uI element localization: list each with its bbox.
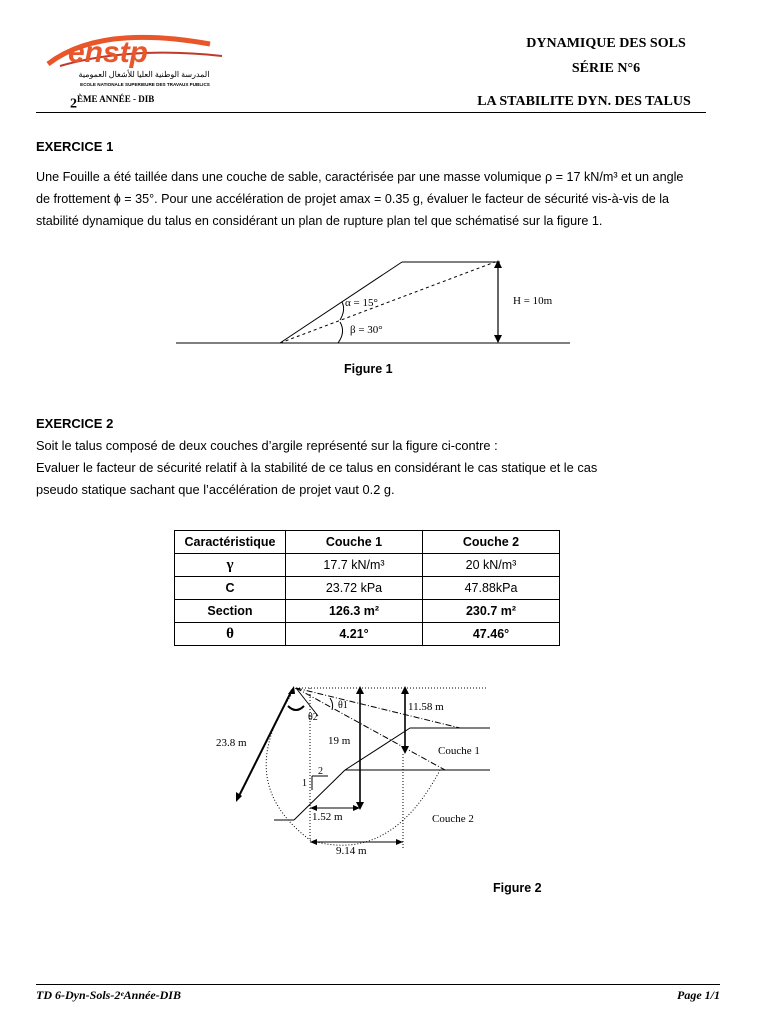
table-cell: 126.3 m² bbox=[286, 600, 423, 623]
label-couche1: Couche 1 bbox=[438, 745, 480, 757]
school-name-arabic: المدرسة الوطنية العليا للأشغال العمومية bbox=[78, 70, 210, 79]
topic-title: LA STABILITE DYN. DES TALUS bbox=[477, 94, 691, 109]
table-cell: γ bbox=[175, 554, 286, 577]
ex1-line-1: Une Fouille a été taillée dans une couche de sable, caractérisée par une masse volumique ρ = 17 kN/m³ et un angle bbox=[36, 170, 684, 184]
label-1158: 11.58 m bbox=[408, 701, 444, 713]
header-rule bbox=[36, 112, 706, 113]
table-cell: 20 kN/m³ bbox=[423, 554, 560, 577]
alpha-label: α = 15° bbox=[345, 297, 378, 309]
beta-arc bbox=[338, 322, 343, 343]
label-theta2: θ2 bbox=[308, 712, 318, 723]
table-header: Couche 2 bbox=[423, 531, 560, 554]
theta1-arc bbox=[330, 698, 333, 710]
series-title: SÉRIE N°6 bbox=[571, 61, 641, 76]
table-cell: Section bbox=[175, 600, 286, 623]
table-cell: 4.21° bbox=[286, 623, 423, 646]
table-row bbox=[175, 577, 560, 600]
figure-2-diagram bbox=[200, 680, 500, 860]
exercise-1-title: EXERCICE 1 bbox=[36, 139, 114, 154]
label-theta1: θ1 bbox=[338, 700, 348, 711]
label-slope-2: 2 bbox=[318, 766, 323, 777]
school-name-french: ECOLE NATIONALE SUPERIEURE DES TRAVAUX PUBLICS bbox=[80, 82, 210, 87]
footer-rule bbox=[36, 984, 720, 985]
footer-page: Page 1/1 bbox=[677, 988, 720, 1002]
table-cell: 230.7 m² bbox=[423, 600, 560, 623]
table-cell: 47.46° bbox=[423, 623, 560, 646]
label-couche2: Couche 2 bbox=[432, 813, 474, 825]
table-cell: 47.88kPa bbox=[423, 577, 560, 600]
figure-2-caption: Figure 2 bbox=[493, 881, 542, 895]
exercise-2-text bbox=[36, 435, 716, 501]
failure-plane bbox=[280, 262, 495, 343]
logo-text: enstp bbox=[68, 36, 149, 69]
slope-line bbox=[280, 262, 402, 343]
figure-1-diagram bbox=[170, 250, 590, 355]
footer-left: TD 6-Dyn-Sols-2ᵉAnnée-DIB bbox=[36, 988, 181, 1002]
figure-1-caption: Figure 1 bbox=[344, 362, 393, 376]
footer bbox=[36, 988, 720, 1003]
alpha-arc bbox=[340, 302, 344, 320]
upper-slope bbox=[345, 728, 410, 770]
table-row bbox=[175, 623, 560, 646]
school-logo bbox=[40, 26, 230, 92]
ex2-line-1: Soit le talus composé de deux couches d’argile représenté sur la figure ci-contre : bbox=[36, 438, 498, 453]
ex2-line-3: pseudo statique sachant que l’accélération de projet vaut 0.2 g. bbox=[36, 482, 395, 497]
label-19: 19 m bbox=[328, 735, 351, 747]
year-label: $2^{ÈME ANNÉE - DIB}$ bbox=[70, 94, 155, 112]
table-cell: θ bbox=[175, 623, 286, 646]
table-header: Couche 1 bbox=[286, 531, 423, 554]
label-152: 1.52 m bbox=[312, 811, 343, 823]
exercise-2-title: EXERCICE 2 bbox=[36, 416, 114, 431]
beta-label: β = 30° bbox=[350, 324, 383, 336]
ex1-line-2: de frottement ϕ = 35°. Pour une accélération de projet amax = 0.35 g, évaluer le facteur de sécurité vis-à-vis de la bbox=[36, 192, 670, 206]
table-cell: 23.72 kPa bbox=[286, 577, 423, 600]
table-header-row bbox=[175, 531, 560, 554]
exercise-1-text bbox=[36, 166, 716, 232]
ex1-line-3: stabilité dynamique du talus en considérant un plan de rupture plan tel que schématisé sur la figure 1. bbox=[36, 214, 603, 228]
course-title: DYNAMIQUE DES SOLS bbox=[526, 36, 686, 51]
label-914: 9.14 m bbox=[336, 845, 367, 857]
ex2-line-2: Evaluer le facteur de sécurité relatif à la stabilité de ce talus en considérant le cas statique et le cas bbox=[36, 460, 598, 475]
table-cell: 17.7 kN/m³ bbox=[286, 554, 423, 577]
table-row bbox=[175, 554, 560, 577]
label-23: 23.8 m bbox=[216, 737, 247, 749]
table-header: Caractéristique bbox=[175, 531, 286, 554]
properties-table bbox=[174, 530, 560, 646]
label-slope-1: 1 bbox=[302, 778, 307, 789]
height-label: H = 10m bbox=[513, 295, 553, 307]
table-row bbox=[175, 600, 560, 623]
theta2-arc bbox=[288, 706, 304, 710]
table-cell: C bbox=[175, 577, 286, 600]
